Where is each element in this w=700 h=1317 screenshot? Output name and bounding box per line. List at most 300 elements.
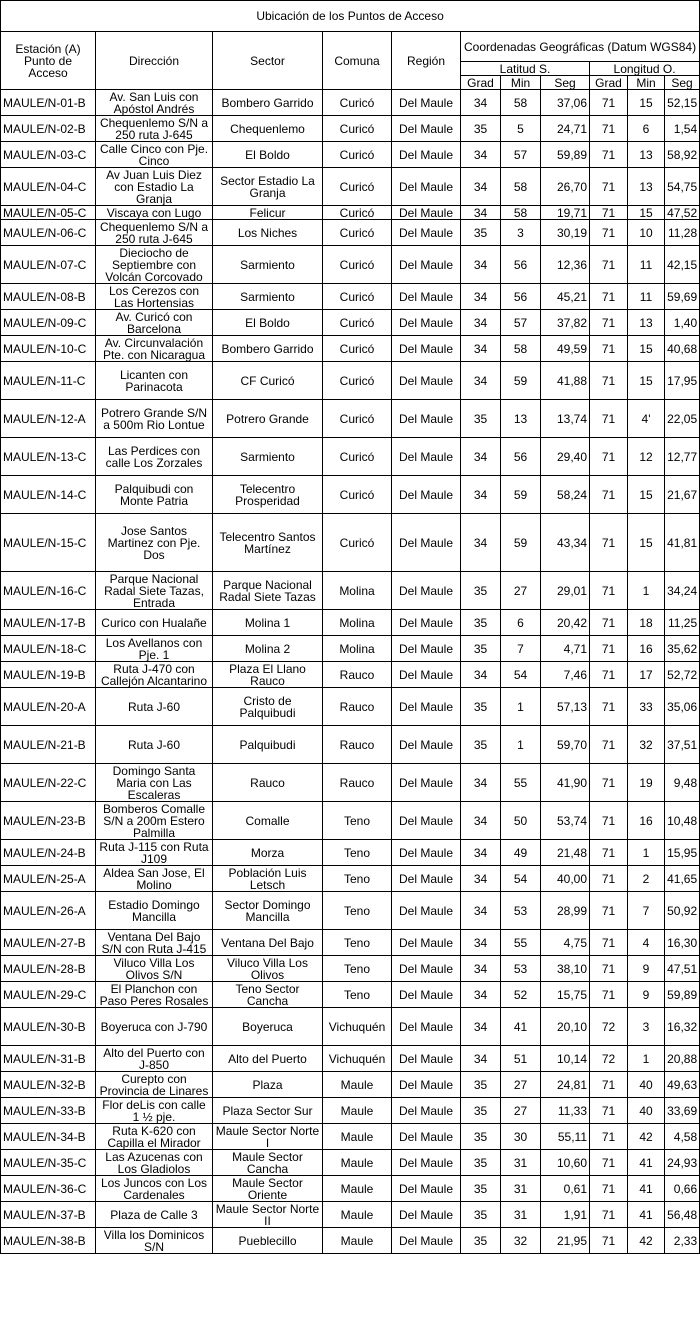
cell-comuna: Teno xyxy=(323,982,392,1008)
cell-comuna: Curicó xyxy=(323,400,392,438)
header-lat-seg: Seg xyxy=(541,76,590,90)
table-row xyxy=(1,1228,700,1254)
cell-lat-grad: 35 xyxy=(461,220,501,246)
table-row xyxy=(1,220,700,246)
cell-lat-grad: 34 xyxy=(461,90,501,116)
cell-lat-seg: 55,11 xyxy=(541,1124,590,1150)
cell-region: Del Maule xyxy=(392,284,461,310)
cell-comuna: Curicó xyxy=(323,284,392,310)
cell-comuna: Curicó xyxy=(323,90,392,116)
cell-sector: Felicur xyxy=(213,206,323,220)
cell-lat-min: 59 xyxy=(501,476,541,514)
cell-lon-seg: 34,24 xyxy=(665,572,700,610)
cell-region: Del Maule xyxy=(392,1150,461,1176)
cell-lon-seg: 52,72 xyxy=(665,662,700,688)
cell-lat-seg: 24,81 xyxy=(541,1072,590,1098)
cell-lat-min: 58 xyxy=(501,336,541,362)
cell-lon-min: 19 xyxy=(628,764,665,802)
cell-region: Del Maule xyxy=(392,336,461,362)
cell-lat-seg: 37,82 xyxy=(541,310,590,336)
cell-region: Del Maule xyxy=(392,1176,461,1202)
cell-estacion: MAULE/N-36-C xyxy=(1,1176,96,1202)
cell-lon-grad: 71 xyxy=(590,930,628,956)
table-row xyxy=(1,726,700,764)
cell-sector: Maule Sector Norte II xyxy=(213,1202,323,1228)
cell-lon-grad: 71 xyxy=(590,726,628,764)
cell-direccion: Boyeruca con J-790 xyxy=(96,1008,213,1046)
cell-comuna: Curicó xyxy=(323,476,392,514)
cell-direccion: Calle Cinco con Pje. Cinco xyxy=(96,142,213,168)
cell-lon-seg: 50,92 xyxy=(665,892,700,930)
cell-direccion: Los Avellanos con Pje. 1 xyxy=(96,636,213,662)
cell-estacion: MAULE/N-02-B xyxy=(1,116,96,142)
cell-lat-min: 53 xyxy=(501,956,541,982)
table-title: Ubicación de los Puntos de Acceso xyxy=(1,1,700,32)
cell-estacion: MAULE/N-21-B xyxy=(1,726,96,764)
cell-direccion: Potrero Grande S/N a 500m Rio Lontue xyxy=(96,400,213,438)
cell-lat-grad: 35 xyxy=(461,400,501,438)
cell-lat-min: 7 xyxy=(501,636,541,662)
cell-lat-seg: 41,90 xyxy=(541,764,590,802)
cell-estacion: MAULE/N-27-B xyxy=(1,930,96,956)
cell-region: Del Maule xyxy=(392,1046,461,1072)
cell-lon-grad: 71 xyxy=(590,246,628,284)
table-row xyxy=(1,1098,700,1124)
table-row xyxy=(1,90,700,116)
cell-lon-min: 15 xyxy=(628,514,665,572)
cell-lon-min: 16 xyxy=(628,636,665,662)
table-row xyxy=(1,246,700,284)
cell-lat-seg: 57,13 xyxy=(541,688,590,726)
table-row xyxy=(1,572,700,610)
cell-estacion: MAULE/N-09-C xyxy=(1,310,96,336)
cell-direccion: Viluco Villa Los Olivos S/N xyxy=(96,956,213,982)
cell-estacion: MAULE/N-14-C xyxy=(1,476,96,514)
cell-lon-min: 1 xyxy=(628,572,665,610)
cell-direccion: Av Juan Luis Diez con Estadio La Granja xyxy=(96,168,213,206)
cell-lat-seg: 30,19 xyxy=(541,220,590,246)
cell-comuna: Maule xyxy=(323,1228,392,1254)
cell-lon-seg: 41,65 xyxy=(665,866,700,892)
cell-lat-min: 55 xyxy=(501,764,541,802)
cell-lat-min: 56 xyxy=(501,246,541,284)
cell-lat-grad: 34 xyxy=(461,866,501,892)
cell-lat-seg: 24,71 xyxy=(541,116,590,142)
cell-lat-min: 56 xyxy=(501,438,541,476)
cell-lon-min: 4 xyxy=(628,930,665,956)
cell-lat-seg: 59,70 xyxy=(541,726,590,764)
cell-lon-seg: 35,06 xyxy=(665,688,700,726)
cell-lon-seg: 49,63 xyxy=(665,1072,700,1098)
cell-lon-grad: 71 xyxy=(590,90,628,116)
cell-direccion: Ruta J-60 xyxy=(96,726,213,764)
cell-region: Del Maule xyxy=(392,90,461,116)
cell-lat-min: 54 xyxy=(501,866,541,892)
cell-estacion: MAULE/N-18-C xyxy=(1,636,96,662)
cell-sector: Plaza Sector Sur xyxy=(213,1098,323,1124)
cell-comuna: Maule xyxy=(323,1124,392,1150)
cell-region: Del Maule xyxy=(392,662,461,688)
table-row xyxy=(1,400,700,438)
cell-sector: Bombero Garrido xyxy=(213,336,323,362)
cell-lat-seg: 4,71 xyxy=(541,636,590,662)
cell-comuna: Curicó xyxy=(323,116,392,142)
cell-lon-min: 40 xyxy=(628,1098,665,1124)
cell-sector: Comalle xyxy=(213,802,323,840)
table-row xyxy=(1,636,700,662)
cell-lat-grad: 35 xyxy=(461,572,501,610)
cell-direccion: Licanten con Parinacota xyxy=(96,362,213,400)
cell-lon-grad: 71 xyxy=(590,400,628,438)
cell-lat-grad: 35 xyxy=(461,726,501,764)
cell-lat-grad: 34 xyxy=(461,142,501,168)
cell-lat-seg: 29,01 xyxy=(541,572,590,610)
header-lat-min: Min xyxy=(501,76,541,90)
cell-lat-min: 30 xyxy=(501,1124,541,1150)
cell-region: Del Maule xyxy=(392,572,461,610)
cell-lat-seg: 38,10 xyxy=(541,956,590,982)
cell-lat-grad: 35 xyxy=(461,1176,501,1202)
cell-sector: Morza xyxy=(213,840,323,866)
cell-lon-seg: 1,54 xyxy=(665,116,700,142)
cell-lat-grad: 35 xyxy=(461,1098,501,1124)
cell-lon-min: 1 xyxy=(628,1046,665,1072)
table-row xyxy=(1,336,700,362)
cell-lon-seg: 20,88 xyxy=(665,1046,700,1072)
cell-lat-grad: 34 xyxy=(461,284,501,310)
cell-direccion: Av. Circunvalación Pte. con Nicaragua xyxy=(96,336,213,362)
cell-lon-seg: 54,75 xyxy=(665,168,700,206)
cell-lat-seg: 7,46 xyxy=(541,662,590,688)
table-row xyxy=(1,866,700,892)
cell-lat-min: 3 xyxy=(501,220,541,246)
cell-lon-min: 9 xyxy=(628,982,665,1008)
cell-lat-min: 59 xyxy=(501,362,541,400)
cell-lon-seg: 21,67 xyxy=(665,476,700,514)
cell-lat-grad: 34 xyxy=(461,438,501,476)
cell-sector: Sector Domingo Mancilla xyxy=(213,892,323,930)
cell-lon-grad: 71 xyxy=(590,514,628,572)
cell-lon-min: 12 xyxy=(628,438,665,476)
cell-lon-seg: 10,48 xyxy=(665,802,700,840)
cell-region: Del Maule xyxy=(392,206,461,220)
cell-lat-seg: 26,70 xyxy=(541,168,590,206)
cell-lon-grad: 71 xyxy=(590,1124,628,1150)
cell-lon-grad: 71 xyxy=(590,610,628,636)
cell-lon-grad: 71 xyxy=(590,168,628,206)
cell-lat-seg: 20,42 xyxy=(541,610,590,636)
cell-sector: El Boldo xyxy=(213,142,323,168)
cell-lat-seg: 10,60 xyxy=(541,1150,590,1176)
cell-direccion: Alto del Puerto con J-850 xyxy=(96,1046,213,1072)
cell-lon-seg: 4,58 xyxy=(665,1124,700,1150)
cell-lat-grad: 35 xyxy=(461,1202,501,1228)
header-lon-min: Min xyxy=(628,76,665,90)
cell-lon-seg: 11,25 xyxy=(665,610,700,636)
cell-direccion: Ruta J-60 xyxy=(96,688,213,726)
cell-region: Del Maule xyxy=(392,982,461,1008)
table-row xyxy=(1,1176,700,1202)
cell-lon-min: 32 xyxy=(628,726,665,764)
cell-lon-grad: 71 xyxy=(590,284,628,310)
cell-lon-grad: 71 xyxy=(590,1202,628,1228)
table-row xyxy=(1,1072,700,1098)
cell-lat-seg: 11,33 xyxy=(541,1098,590,1124)
cell-lat-seg: 37,06 xyxy=(541,90,590,116)
cell-lon-seg: 42,15 xyxy=(665,246,700,284)
cell-lat-min: 53 xyxy=(501,892,541,930)
cell-lon-grad: 71 xyxy=(590,142,628,168)
cell-comuna: Maule xyxy=(323,1176,392,1202)
cell-lon-min: 41 xyxy=(628,1150,665,1176)
cell-sector: Maule Sector Oriente xyxy=(213,1176,323,1202)
cell-lon-grad: 71 xyxy=(590,336,628,362)
cell-lat-grad: 35 xyxy=(461,1150,501,1176)
cell-region: Del Maule xyxy=(392,764,461,802)
cell-region: Del Maule xyxy=(392,866,461,892)
cell-lon-min: 10 xyxy=(628,220,665,246)
cell-direccion: Parque Nacional Radal Siete Tazas, Entrada xyxy=(96,572,213,610)
cell-lon-seg: 40,68 xyxy=(665,336,700,362)
cell-lat-grad: 34 xyxy=(461,476,501,514)
cell-lat-grad: 34 xyxy=(461,1046,501,1072)
cell-lat-seg: 12,36 xyxy=(541,246,590,284)
cell-lat-seg: 19,71 xyxy=(541,206,590,220)
cell-lat-min: 52 xyxy=(501,982,541,1008)
cell-comuna: Maule xyxy=(323,1098,392,1124)
table-row xyxy=(1,284,700,310)
cell-lon-min: 42 xyxy=(628,1228,665,1254)
cell-comuna: Molina xyxy=(323,572,392,610)
cell-direccion: Ruta J-115 con Ruta J109 xyxy=(96,840,213,866)
cell-lat-min: 32 xyxy=(501,1228,541,1254)
cell-lat-min: 58 xyxy=(501,168,541,206)
cell-lon-grad: 71 xyxy=(590,206,628,220)
cell-lon-seg: 59,69 xyxy=(665,284,700,310)
cell-lat-grad: 35 xyxy=(461,636,501,662)
cell-estacion: MAULE/N-15-C xyxy=(1,514,96,572)
cell-lat-grad: 35 xyxy=(461,116,501,142)
cell-lat-grad: 34 xyxy=(461,1008,501,1046)
cell-region: Del Maule xyxy=(392,476,461,514)
cell-lon-grad: 71 xyxy=(590,982,628,1008)
cell-sector: Alto del Puerto xyxy=(213,1046,323,1072)
cell-comuna: Curicó xyxy=(323,310,392,336)
cell-lon-grad: 71 xyxy=(590,572,628,610)
cell-comuna: Maule xyxy=(323,1072,392,1098)
cell-lat-seg: 4,75 xyxy=(541,930,590,956)
cell-sector: CF Curicó xyxy=(213,362,323,400)
cell-direccion: Las Perdices con calle Los Zorzales xyxy=(96,438,213,476)
cell-lat-min: 31 xyxy=(501,1176,541,1202)
cell-estacion: MAULE/N-38-B xyxy=(1,1228,96,1254)
cell-estacion: MAULE/N-20-A xyxy=(1,688,96,726)
cell-estacion: MAULE/N-26-A xyxy=(1,892,96,930)
cell-lat-min: 1 xyxy=(501,688,541,726)
cell-direccion: Los Cerezos con Las Hortensias xyxy=(96,284,213,310)
cell-direccion: Chequenlemo S/N a 250 ruta J-645 xyxy=(96,220,213,246)
cell-lon-grad: 71 xyxy=(590,1072,628,1098)
cell-sector: Sarmiento xyxy=(213,246,323,284)
cell-lat-min: 31 xyxy=(501,1150,541,1176)
cell-sector: Telecentro Santos Martínez xyxy=(213,514,323,572)
cell-lat-grad: 34 xyxy=(461,892,501,930)
cell-lat-seg: 20,10 xyxy=(541,1008,590,1046)
cell-sector: Sarmiento xyxy=(213,438,323,476)
cell-sector: Cristo de Palquibudi xyxy=(213,688,323,726)
cell-lat-seg: 28,99 xyxy=(541,892,590,930)
cell-estacion: MAULE/N-34-B xyxy=(1,1124,96,1150)
cell-direccion: Palquibudi con Monte Patria xyxy=(96,476,213,514)
cell-region: Del Maule xyxy=(392,362,461,400)
cell-lon-grad: 71 xyxy=(590,1150,628,1176)
cell-lat-grad: 35 xyxy=(461,1124,501,1150)
cell-direccion: Curico con Hualañe xyxy=(96,610,213,636)
cell-lon-min: 41 xyxy=(628,1176,665,1202)
cell-sector: Molina 2 xyxy=(213,636,323,662)
cell-lat-min: 13 xyxy=(501,400,541,438)
cell-lon-seg: 41,81 xyxy=(665,514,700,572)
header-longitud: Longitud O. xyxy=(590,62,700,76)
table-row xyxy=(1,1008,700,1046)
cell-lat-min: 57 xyxy=(501,142,541,168)
cell-estacion: MAULE/N-08-B xyxy=(1,284,96,310)
table-row xyxy=(1,142,700,168)
cell-lon-min: 13 xyxy=(628,168,665,206)
cell-lon-grad: 71 xyxy=(590,220,628,246)
cell-estacion: MAULE/N-12-A xyxy=(1,400,96,438)
cell-lat-seg: 21,95 xyxy=(541,1228,590,1254)
cell-lon-grad: 71 xyxy=(590,956,628,982)
cell-lon-min: 13 xyxy=(628,142,665,168)
cell-lon-min: 9 xyxy=(628,956,665,982)
cell-comuna: Teno xyxy=(323,930,392,956)
cell-lat-min: 27 xyxy=(501,572,541,610)
cell-sector: Pueblecillo xyxy=(213,1228,323,1254)
cell-comuna: Curicó xyxy=(323,514,392,572)
cell-lat-grad: 34 xyxy=(461,362,501,400)
cell-comuna: Curicó xyxy=(323,336,392,362)
cell-sector: Maule Sector Cancha xyxy=(213,1150,323,1176)
cell-lat-grad: 34 xyxy=(461,206,501,220)
cell-comuna: Teno xyxy=(323,892,392,930)
cell-lon-grad: 71 xyxy=(590,636,628,662)
cell-lon-grad: 71 xyxy=(590,1176,628,1202)
cell-estacion: MAULE/N-01-B xyxy=(1,90,96,116)
table-row xyxy=(1,514,700,572)
cell-estacion: MAULE/N-37-B xyxy=(1,1202,96,1228)
cell-lat-seg: 59,89 xyxy=(541,142,590,168)
cell-direccion: Ruta J-470 con Callejón Alcantarino xyxy=(96,662,213,688)
cell-lon-min: 18 xyxy=(628,610,665,636)
cell-lon-min: 11 xyxy=(628,246,665,284)
cell-comuna: Maule xyxy=(323,1202,392,1228)
table-body xyxy=(1,90,700,1254)
cell-lon-seg: 9,48 xyxy=(665,764,700,802)
cell-region: Del Maule xyxy=(392,400,461,438)
table-row xyxy=(1,362,700,400)
cell-lat-min: 54 xyxy=(501,662,541,688)
cell-lat-grad: 35 xyxy=(461,1072,501,1098)
cell-lon-grad: 72 xyxy=(590,1046,628,1072)
header-sector: Sector xyxy=(213,32,323,90)
table-row xyxy=(1,116,700,142)
cell-lat-seg: 13,74 xyxy=(541,400,590,438)
cell-lon-grad: 71 xyxy=(590,310,628,336)
cell-lon-grad: 71 xyxy=(590,362,628,400)
cell-lon-seg: 24,93 xyxy=(665,1150,700,1176)
cell-sector: Teno Sector Cancha xyxy=(213,982,323,1008)
cell-sector: Rauco xyxy=(213,764,323,802)
cell-lat-min: 5 xyxy=(501,116,541,142)
cell-lat-seg: 45,21 xyxy=(541,284,590,310)
cell-region: Del Maule xyxy=(392,438,461,476)
cell-lon-seg: 35,62 xyxy=(665,636,700,662)
cell-estacion: MAULE/N-05-C xyxy=(1,206,96,220)
cell-lat-min: 41 xyxy=(501,1008,541,1046)
cell-lon-seg: 16,30 xyxy=(665,930,700,956)
cell-comuna: Rauco xyxy=(323,688,392,726)
cell-lat-min: 31 xyxy=(501,1202,541,1228)
cell-lon-min: 4' xyxy=(628,400,665,438)
cell-sector: Chequenlemo xyxy=(213,116,323,142)
header-coordenadas: Coordenadas Geográficas (Datum WGS84) xyxy=(461,32,700,62)
cell-estacion: MAULE/N-33-B xyxy=(1,1098,96,1124)
cell-region: Del Maule xyxy=(392,636,461,662)
cell-estacion: MAULE/N-11-C xyxy=(1,362,96,400)
cell-sector: Telecentro Prosperidad xyxy=(213,476,323,514)
cell-direccion: Chequenlemo S/N a 250 ruta J-645 xyxy=(96,116,213,142)
cell-lat-seg: 58,24 xyxy=(541,476,590,514)
cell-lat-grad: 35 xyxy=(461,610,501,636)
cell-lon-seg: 16,32 xyxy=(665,1008,700,1046)
cell-lat-min: 27 xyxy=(501,1072,541,1098)
cell-lon-seg: 15,95 xyxy=(665,840,700,866)
cell-lon-min: 13 xyxy=(628,310,665,336)
cell-comuna: Teno xyxy=(323,802,392,840)
cell-region: Del Maule xyxy=(392,1124,461,1150)
header-lon-grad: Grad xyxy=(590,76,628,90)
cell-comuna: Teno xyxy=(323,956,392,982)
cell-estacion: MAULE/N-10-C xyxy=(1,336,96,362)
cell-lon-grad: 71 xyxy=(590,866,628,892)
cell-region: Del Maule xyxy=(392,220,461,246)
cell-estacion: MAULE/N-28-B xyxy=(1,956,96,982)
cell-sector: Ventana Del Bajo xyxy=(213,930,323,956)
table-row xyxy=(1,764,700,802)
cell-lon-seg: 12,77 xyxy=(665,438,700,476)
cell-lat-grad: 34 xyxy=(461,956,501,982)
table-row xyxy=(1,610,700,636)
cell-estacion: MAULE/N-29-C xyxy=(1,982,96,1008)
cell-sector: Sector Estadio La Granja xyxy=(213,168,323,206)
table-row xyxy=(1,1202,700,1228)
cell-lon-seg: 56,48 xyxy=(665,1202,700,1228)
cell-direccion: Ruta K-620 con Capilla el Mirador xyxy=(96,1124,213,1150)
header-region: Región xyxy=(392,32,461,90)
cell-lon-seg: 47,51 xyxy=(665,956,700,982)
cell-estacion: MAULE/N-06-C xyxy=(1,220,96,246)
cell-sector: Viluco Villa Los Olivos xyxy=(213,956,323,982)
cell-region: Del Maule xyxy=(392,116,461,142)
cell-direccion: Jose Santos Martinez con Pje. Dos xyxy=(96,514,213,572)
cell-lat-grad: 34 xyxy=(461,336,501,362)
cell-lat-grad: 34 xyxy=(461,840,501,866)
cell-sector: Parque Nacional Radal Siete Tazas xyxy=(213,572,323,610)
cell-lat-grad: 34 xyxy=(461,982,501,1008)
cell-direccion: Dieciocho de Septiembre con Volcán Corcovado xyxy=(96,246,213,284)
cell-region: Del Maule xyxy=(392,246,461,284)
